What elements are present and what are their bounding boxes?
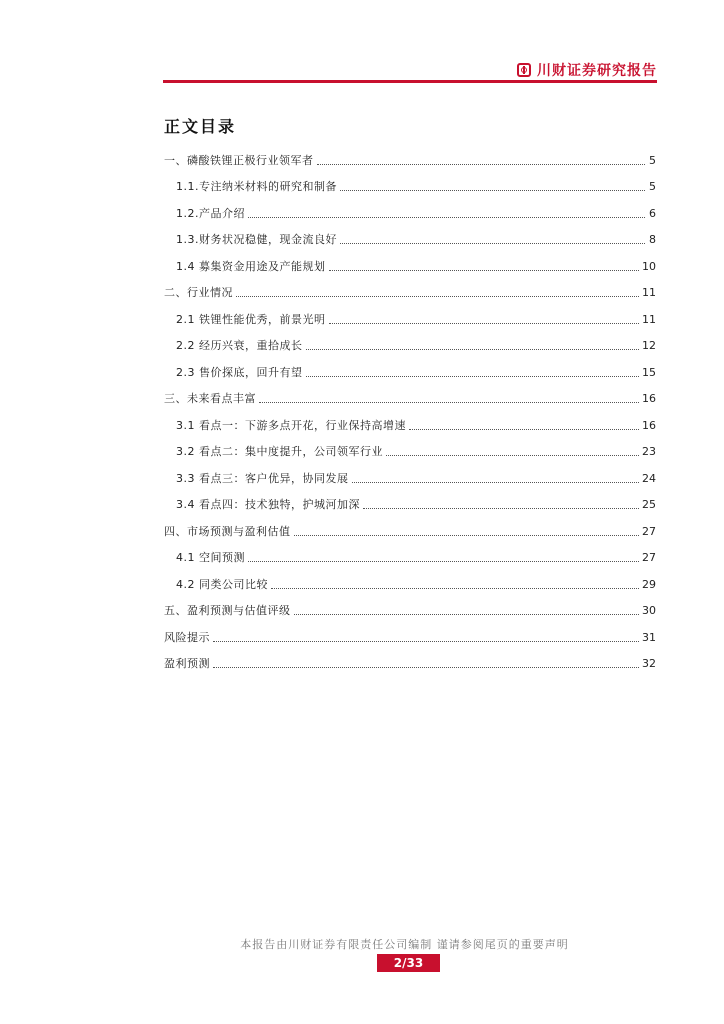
toc-leader-dots <box>409 428 639 430</box>
chuancai-logo-icon <box>517 63 531 77</box>
toc-entry-page: 16 <box>642 392 656 405</box>
toc-entry-label: 二、行业情况 <box>164 286 233 299</box>
toc-entry-page: 32 <box>642 657 656 670</box>
toc-entry[interactable] <box>164 380 656 407</box>
toc-entry-page: 25 <box>642 498 656 511</box>
toc-entry[interactable] <box>164 327 656 354</box>
toc-entry[interactable] <box>164 645 656 672</box>
toc-leader-dots <box>213 666 639 668</box>
toc-entry-page: 27 <box>642 551 656 564</box>
toc-leader-dots <box>213 640 639 642</box>
toc-entry[interactable] <box>164 221 656 248</box>
toc-entry-page: 15 <box>642 365 656 379</box>
toc-leader-dots <box>317 163 646 165</box>
toc-entry-label: 2.3 售价探底，回升有望 <box>176 365 303 379</box>
toc-entry[interactable] <box>164 194 656 221</box>
toc-entry-page: 30 <box>642 604 656 617</box>
brand <box>517 60 657 80</box>
toc-entry-label: 2.1 铁锂性能优秀，前景光明 <box>176 312 326 326</box>
toc-entry-page: 8 <box>649 233 656 246</box>
toc-entry-page: 29 <box>642 577 656 591</box>
toc-entry[interactable] <box>164 512 656 539</box>
toc-leader-dots <box>306 348 640 350</box>
toc-entry-page: 5 <box>649 153 656 167</box>
toc-entry-label: 五、盈利预测与估值评级 <box>164 604 291 617</box>
toc-entry-label: 盈利预测 <box>164 657 210 670</box>
toc-leader-dots <box>329 269 640 271</box>
header-divider <box>163 80 657 83</box>
table-of-contents <box>164 141 656 671</box>
brand-name: 川财证券研究报告 <box>537 63 657 79</box>
toc-leader-dots <box>259 401 639 403</box>
toc-entry-label: 风险提示 <box>164 630 210 644</box>
toc-entry-label: 4.2 同类公司比较 <box>176 577 268 591</box>
toc-entry-page: 24 <box>642 471 656 485</box>
toc-entry[interactable] <box>164 247 656 274</box>
page-header <box>163 58 657 82</box>
toc-entry-label: 1.3.财务状况稳健，现金流良好 <box>176 233 337 246</box>
toc-leader-dots <box>329 322 640 324</box>
toc-entry-page: 12 <box>642 339 656 352</box>
toc-entry-label: 1.2.产品介绍 <box>176 206 245 220</box>
toc-entry-label: 1.1.专注纳米材料的研究和制备 <box>176 180 337 193</box>
toc-entry[interactable] <box>164 433 656 460</box>
toc-leader-dots <box>294 534 640 536</box>
toc-entry[interactable] <box>164 459 656 486</box>
toc-entry-label: 3.2 看点二：集中度提升，公司领军行业 <box>176 445 383 458</box>
toc-entry-page: 10 <box>642 259 656 273</box>
toc-entry-label: 四、市场预测与盈利估值 <box>164 524 291 538</box>
toc-leader-dots <box>294 613 640 615</box>
toc-entry[interactable] <box>164 618 656 645</box>
toc-entry-page: 5 <box>649 180 656 193</box>
toc-entry-page: 16 <box>642 418 656 432</box>
toc-entry-page: 23 <box>642 445 656 458</box>
toc-leader-dots <box>340 189 645 191</box>
toc-entry-label: 2.2 经历兴衰，重拾成长 <box>176 339 303 352</box>
toc-entry-label: 4.1 空间预测 <box>176 551 245 564</box>
toc-entry-page: 27 <box>642 524 656 538</box>
toc-entry[interactable] <box>164 486 656 513</box>
toc-entry-page: 11 <box>642 286 656 299</box>
page-number-badge: 2/33 <box>377 954 440 972</box>
toc-leader-dots <box>236 295 639 297</box>
toc-leader-dots <box>352 481 640 483</box>
toc-leader-dots <box>340 242 645 244</box>
toc-leader-dots <box>248 216 645 218</box>
toc-leader-dots <box>306 375 640 377</box>
toc-entry[interactable] <box>164 592 656 619</box>
toc-entry[interactable] <box>164 539 656 566</box>
toc-entry[interactable] <box>164 141 656 168</box>
toc-entry[interactable] <box>164 300 656 327</box>
toc-title: 正文目录 <box>164 117 237 136</box>
toc-entry-page: 6 <box>649 206 656 220</box>
toc-entry[interactable] <box>164 168 656 195</box>
toc-entry-page: 11 <box>642 312 656 326</box>
toc-entry-page: 31 <box>642 630 656 644</box>
toc-entry-label: 3.4 看点四：技术独特，护城河加深 <box>176 498 360 511</box>
toc-entry-label: 1.4 募集资金用途及产能规划 <box>176 259 326 273</box>
toc-entry[interactable] <box>164 353 656 380</box>
footer-disclaimer: 本报告由川财证券有限责任公司编制 谨请参阅尾页的重要声明 <box>240 938 569 951</box>
toc-leader-dots <box>248 560 639 562</box>
toc-entry[interactable] <box>164 565 656 592</box>
toc-entry-label: 一、磷酸铁锂正极行业领军者 <box>164 153 314 167</box>
toc-entry-label: 3.3 看点三：客户优异，协同发展 <box>176 471 349 485</box>
toc-leader-dots <box>386 454 639 456</box>
toc-entry[interactable] <box>164 274 656 301</box>
toc-entry-label: 三、未来看点丰富 <box>164 392 256 405</box>
toc-leader-dots <box>363 507 639 509</box>
toc-leader-dots <box>271 587 639 589</box>
toc-entry[interactable] <box>164 406 656 433</box>
toc-entry-label: 3.1 看点一：下游多点开花，行业保持高增速 <box>176 418 406 432</box>
